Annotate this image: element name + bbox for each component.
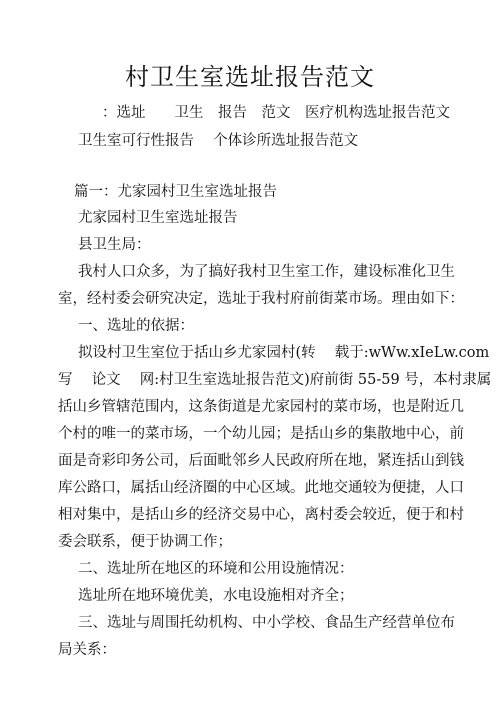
- body-line: 一、选址的依据：: [78, 318, 194, 334]
- document-title: 村卫生室选址报告范文: [125, 63, 375, 91]
- body-line: 写 论文 网:村卫生室选址报告范文)府前街 55-59 号，本村隶属: [58, 372, 492, 388]
- body-line: 局关系：: [58, 642, 116, 658]
- body-line: 库公路口，属括山经济圈的中心区域。此地交通较为便捷，人口: [58, 480, 464, 496]
- body-line: 委会联系，便于协调工作；: [58, 534, 232, 550]
- addressee: 县卫生局：: [78, 237, 151, 253]
- keywords-line-2: 卫生室可行性报告 个体诊所选址报告范文: [78, 133, 359, 149]
- body-line: 括山乡管辖范围内，这条街道是尤家园村的菜市场，也是附近几: [58, 399, 464, 415]
- section-heading: 篇一：尤家园村卫生室选址报告: [74, 184, 277, 200]
- body-line: 选址所在地环境优美，水电设施相对齐全；: [78, 588, 354, 604]
- body-line: 我村人口众多，为了搞好我村卫生室工作，建设标准化卫生: [78, 264, 455, 280]
- report-title: 尤家园村卫生室选址报告: [78, 210, 238, 226]
- keywords-line-1: ：选址 卫生 报告 范文 医疗机构选址报告范文: [102, 105, 450, 121]
- body-line: 室，经村委会研究决定，选址于我村府前街菜市场。理由如下：: [58, 291, 464, 307]
- body-line: 个村的唯一的菜市场，一个幼儿园；是括山乡的集散地中心，前: [58, 426, 464, 442]
- body-line: 拟设村卫生室位于括山乡尤家园村(转 载于:wWw.xIeLw.com: [78, 345, 490, 361]
- body-line: 二、选址所在地区的环境和公用设施情况：: [78, 561, 354, 577]
- body-line: 相对集中，是括山乡的经济交易中心，离村委会较近，便于和村: [58, 507, 464, 523]
- body-line: 三、选址与周围托幼机构、中小学校、食品生产经营单位布: [78, 615, 455, 631]
- body-line: 面是奇彩印务公司，后面毗邻乡人民政府所在地，紧连括山到钱: [58, 453, 464, 469]
